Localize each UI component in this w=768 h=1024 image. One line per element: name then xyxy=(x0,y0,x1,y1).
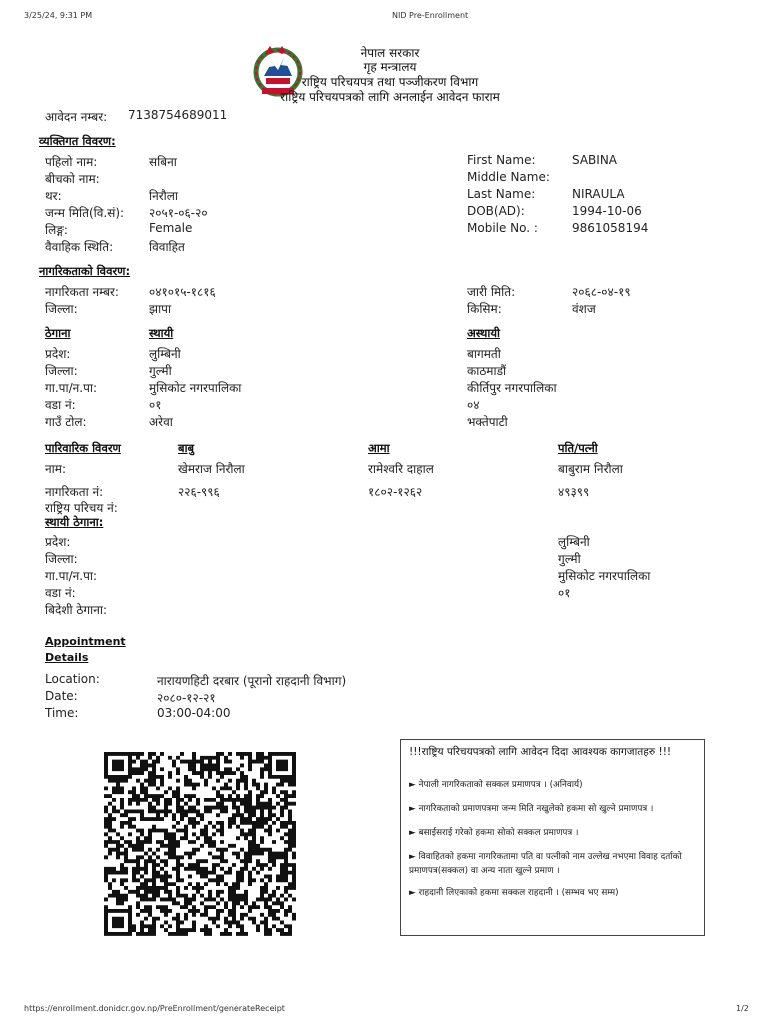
header-line-1: नेपाल सरकार xyxy=(360,46,420,60)
footer-url[interactable]: https://enrollment.donidcr.gov.np/PreEnrollment/generateReceipt xyxy=(24,1004,285,1013)
first-name-value-en: SABINA xyxy=(572,153,618,167)
citizenship-type-label: किसिम: xyxy=(467,302,502,316)
address-heading: ठेगाना xyxy=(45,326,71,340)
address-ward-label: वडा नं: xyxy=(45,398,76,412)
appointment-heading-line2: Details xyxy=(45,651,89,664)
family-name-label: नाम: xyxy=(45,462,66,476)
document-item-text: विवाहितको हकमा नागरिकतामा पति वा पत्नीको नाम उल्लेख नभएमा विवाह दर्ताको प्रमाणपत्र(सक्कल) वा अन्य नाता खुल्ने प्रमाण । xyxy=(409,852,682,876)
family-district-value: गुल्मी xyxy=(558,552,581,566)
issue-date-value: २०६८-०४-१९ xyxy=(572,285,631,299)
middle-name-label-np: बीचको नाम: xyxy=(45,172,100,186)
citizenship-type-value: वंशज xyxy=(572,302,596,316)
document-item-text: राहदानी लिएकाको हकमा सक्कल राहदानी । (सम्भव भए सम्म) xyxy=(418,888,619,898)
temp-district-value: काठमाडौं xyxy=(467,364,507,378)
bullet-arrow-icon: ► xyxy=(409,804,416,814)
gender-label: लिङ्ग: xyxy=(45,223,68,237)
bullet-arrow-icon: ► xyxy=(409,828,416,838)
marital-status-value: विवाहित xyxy=(149,240,185,254)
address-municipality-label: गा.पा/न.पा: xyxy=(45,381,98,395)
dob-value-np: २०५१-०६-२० xyxy=(149,206,208,220)
citizenship-heading: नागरिकताको विवरण: xyxy=(39,264,131,278)
appointment-date-label: Date: xyxy=(45,689,78,703)
document-item-text: बसाईसराई गरेको हकमा सोको सक्कल प्रमाणपत्र । xyxy=(418,828,579,838)
family-province-label: प्रदेश: xyxy=(45,535,71,549)
required-documents-title: !!!राष्ट्रिय परिचयपत्रको लागि आवेदन दिदा आवश्यक कागजातहरु !!! xyxy=(409,746,672,758)
print-title: NID Pre-Enrollment xyxy=(392,11,469,20)
last-name-label-en: Last Name: xyxy=(467,187,536,201)
address-tole-label: गाउँ टोल: xyxy=(45,415,87,429)
temp-municipality-value: कीर्तिपुर नगरपालिका xyxy=(467,381,557,395)
permanent-address-heading: स्थायी xyxy=(149,326,174,340)
mother-name-value: रामेश्वरि दाहाल xyxy=(368,462,434,476)
qr-code xyxy=(104,752,296,936)
family-foreign-address-label: बिदेशी ठेगाना: xyxy=(45,603,108,617)
page-number: 1/2 xyxy=(736,1004,749,1013)
bullet-arrow-icon: ► xyxy=(409,852,416,862)
dob-value-en: 1994-10-06 xyxy=(572,204,642,218)
temporary-address-heading: अस्थायी xyxy=(467,326,501,340)
citizenship-district-label: जिल्ला: xyxy=(45,302,78,316)
first-name-label-en: First Name: xyxy=(467,153,536,167)
family-ward-value: ०१ xyxy=(558,586,571,600)
appointment-heading-line1: Appointment xyxy=(45,635,126,648)
last-name-value-np: निरौला xyxy=(149,189,179,203)
perm-province-value: लुम्बिनी xyxy=(149,347,181,361)
temp-ward-value: ०४ xyxy=(467,398,480,412)
document-item-3 xyxy=(409,826,699,840)
appointment-time-label: Time: xyxy=(45,706,79,720)
citizenship-number-value: ०४१०१५-१८१६ xyxy=(149,285,216,299)
gender-value: Female xyxy=(149,221,193,235)
family-municipality-value: मुसिकोट नगरपालिका xyxy=(558,569,651,583)
father-heading: बाबु xyxy=(178,441,195,455)
first-name-label-np: पहिलो नाम: xyxy=(45,155,98,169)
father-citizenship-value: २२६-९९६ xyxy=(178,485,220,499)
mother-citizenship-value: १८०२-१२६२ xyxy=(368,485,423,499)
perm-tole-value: अरेवा xyxy=(149,415,173,429)
middle-name-label-en: Middle Name: xyxy=(467,170,550,184)
spouse-citizenship-value: ४९३९९ xyxy=(558,485,590,499)
family-heading: पारिवारिक विवरण xyxy=(45,441,121,455)
temp-province-value: बागमती xyxy=(467,347,501,361)
citizenship-number-label: नागरिकता नम्बर: xyxy=(45,285,119,299)
citizenship-district-value: झापा xyxy=(149,302,172,316)
appointment-time-value: 03:00-04:00 xyxy=(157,706,231,720)
family-ward-label: वडा नं: xyxy=(45,586,76,600)
family-district-label: जिल्ला: xyxy=(45,552,78,566)
mobile-label: Mobile No. : xyxy=(467,221,538,235)
family-citizenship-label: नागरिकता नं: xyxy=(45,485,104,499)
print-datetime: 3/25/24, 9:31 PM xyxy=(24,11,93,20)
family-perm-address-heading: स्थायी ठेगाना: xyxy=(45,515,104,529)
document-item-1 xyxy=(409,778,699,792)
mother-heading: आमा xyxy=(368,441,390,455)
address-district-label: जिल्ला: xyxy=(45,364,78,378)
header-line-3: राष्ट्रिय परिचयपत्र तथा पञ्जीकरण विभाग xyxy=(301,75,479,89)
appointment-location-label: Location: xyxy=(45,672,100,686)
header-line-2: गृह मन्त्रालय xyxy=(363,60,417,74)
document-item-text: नागरिकताको प्रमाणपत्रमा जन्म मिति नखुलेको हकमा सो खुल्ने प्रमाणपत्र । xyxy=(418,804,654,814)
document-item-2 xyxy=(409,802,699,816)
perm-district-value: गुल्मी xyxy=(149,364,172,378)
bullet-arrow-icon: ► xyxy=(409,780,416,790)
document-item-5 xyxy=(409,886,699,900)
dob-label-np: जन्म मिति(वि.सं): xyxy=(45,206,125,220)
spouse-heading: पति/पत्नी xyxy=(558,441,598,455)
mobile-value: 9861058194 xyxy=(572,221,649,235)
header-line-4: राष्ट्रिय परिचयपत्रको लागि अनलाईन आवेदन फाराम xyxy=(280,90,500,104)
appointment-location-value: नारायणहिटी दरबार (पूरानो राहदानी विभाग) xyxy=(157,674,347,688)
last-name-label-np: थर: xyxy=(45,189,62,203)
perm-municipality-value: मुसिकोट नगरपालिका xyxy=(149,381,242,395)
perm-ward-value: ०१ xyxy=(149,398,162,412)
document-item-4 xyxy=(409,850,699,878)
spouse-name-value: बाबुराम निरौला xyxy=(558,462,623,476)
family-province-value: लुम्बिनी xyxy=(558,535,590,549)
issue-date-label: जारी मिति: xyxy=(467,285,516,299)
document-item-text: नेपाली नागरिकताको सक्कल प्रमाणपत्र । (अनिवार्य) xyxy=(418,780,583,790)
appointment-date-value: २०८०-१२-२१ xyxy=(157,691,216,705)
family-municipality-label: गा.पा/न.पा: xyxy=(45,569,98,583)
last-name-value-en: NIRAULA xyxy=(572,187,625,201)
dob-label-en: DOB(AD): xyxy=(467,204,525,218)
application-number-value: 7138754689011 xyxy=(128,108,228,122)
personal-heading: व्यक्तिगत विवरण: xyxy=(39,134,116,148)
family-nid-label: राष्ट्रिय परिचय नं: xyxy=(45,501,118,515)
father-name-value: खेमराज निरौला xyxy=(178,462,245,476)
bullet-arrow-icon: ► xyxy=(409,888,416,898)
address-province-label: प्रदेश: xyxy=(45,347,71,361)
marital-status-label: वैवाहिक स्थिति: xyxy=(45,240,114,254)
first-name-value-np: सबिना xyxy=(149,155,177,169)
required-documents-box xyxy=(400,739,705,936)
temp-tole-value: भक्तेपाटी xyxy=(467,415,508,429)
application-number-label: आवेदन नम्बर: xyxy=(45,110,108,124)
